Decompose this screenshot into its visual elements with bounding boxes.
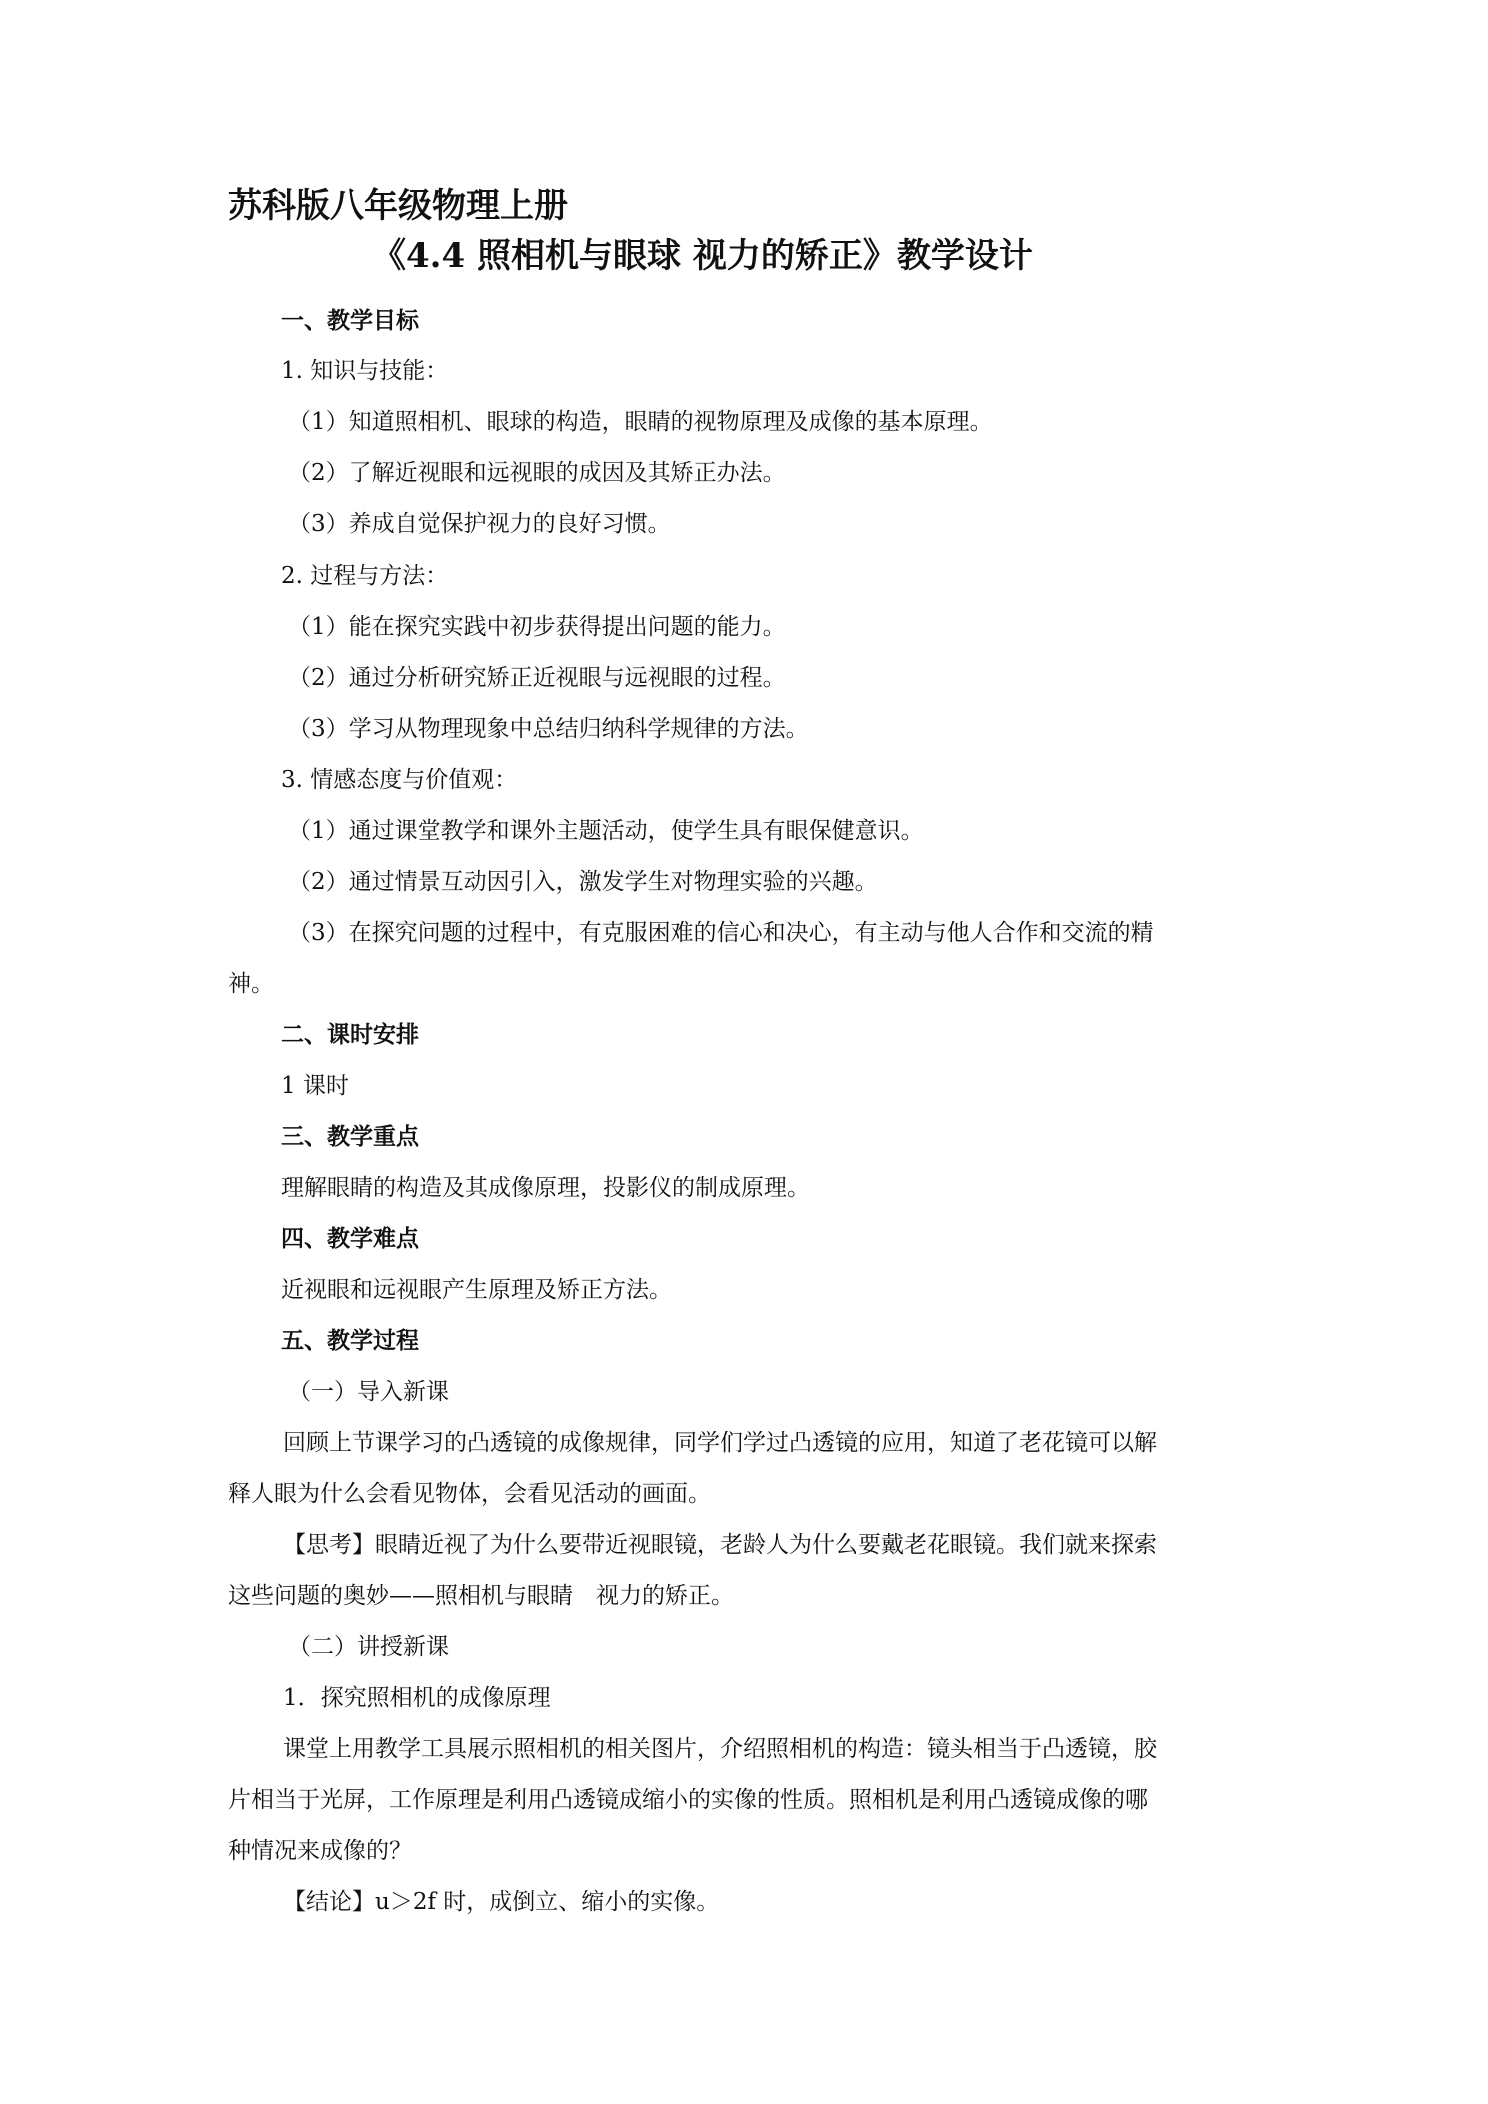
section-heading-difficulties: 四、教学难点: [281, 1225, 419, 1252]
document-title-line-1: 苏科版八年级物理上册: [228, 186, 568, 226]
subheading-knowledge-skills: 1. 知识与技能：: [281, 358, 449, 384]
list-item: （2）通过分析研究矫正近视眼与远视眼的过程。: [288, 665, 786, 691]
subheading-camera-principle: 1．探究照相机的成像原理: [283, 1685, 551, 1711]
list-item: （2）了解近视眼和远视眼的成因及其矫正办法。: [288, 460, 786, 486]
list-item: （2）通过情景互动因引入，激发学生对物理实验的兴趣。: [288, 869, 878, 895]
paragraph-line: 课堂上用教学工具展示照相机的相关图片，介绍照相机的构造：镜头相当于凸透镜，胶: [283, 1736, 1157, 1762]
section-heading-schedule: 二、课时安排: [281, 1021, 419, 1048]
paragraph-line: 释人眼为什么会看见物体，会看见活动的画面。: [228, 1481, 711, 1507]
list-item: （3）在探究问题的过程中，有克服困难的信心和决心，有主动与他人合作和交流的精: [288, 920, 1154, 946]
paragraph-line: 这些问题的奥妙——照相机与眼睛 视力的矫正。: [228, 1583, 734, 1609]
list-item-continuation: 神。: [228, 971, 274, 997]
subheading-new-lesson: （二）讲授新课: [288, 1634, 449, 1660]
list-item: （1）知道照相机、眼球的构造，眼睛的视物原理及成像的基本原理。: [288, 409, 993, 435]
document-title-line-2: 《4.4 照相机与眼球 视力的矫正》教学设计: [372, 236, 1033, 276]
subheading-attitude-values: 3. 情感态度与价值观：: [281, 767, 518, 793]
paragraph-line: 【思考】眼睛近视了为什么要带近视眼镜，老龄人为什么要戴老花眼镜。我们就来探索: [283, 1532, 1157, 1558]
conclusion-line: 【结论】u＞2f 时，成倒立、缩小的实像。: [283, 1889, 720, 1915]
section-heading-objectives: 一、教学目标: [281, 307, 419, 334]
list-item: （3）学习从物理现象中总结归纳科学规律的方法。: [288, 716, 809, 742]
difficulties-text: 近视眼和远视眼产生原理及矫正方法。: [281, 1277, 672, 1303]
subheading-introduction: （一）导入新课: [288, 1379, 449, 1405]
paragraph-line: 片相当于光屏，工作原理是利用凸透镜成缩小的实像的性质。照相机是利用凸透镜成像的哪: [228, 1787, 1148, 1813]
paragraph-line: 回顾上节课学习的凸透镜的成像规律，同学们学过凸透镜的应用，知道了老花镜可以解: [283, 1430, 1157, 1456]
paragraph-line: 种情况来成像的？: [228, 1838, 412, 1864]
list-item: （1）能在探究实践中初步获得提出问题的能力。: [288, 614, 786, 640]
schedule-text: 1 课时: [281, 1073, 349, 1099]
list-item: （1）通过课堂教学和课外主题活动，使学生具有眼保健意识。: [288, 818, 924, 844]
subheading-process-method: 2. 过程与方法：: [281, 563, 449, 589]
section-heading-process: 五、教学过程: [281, 1327, 419, 1354]
key-points-text: 理解眼睛的构造及其成像原理，投影仪的制成原理。: [281, 1175, 810, 1201]
list-item: （3）养成自觉保护视力的良好习惯。: [288, 511, 671, 537]
section-heading-key-points: 三、教学重点: [281, 1123, 419, 1150]
